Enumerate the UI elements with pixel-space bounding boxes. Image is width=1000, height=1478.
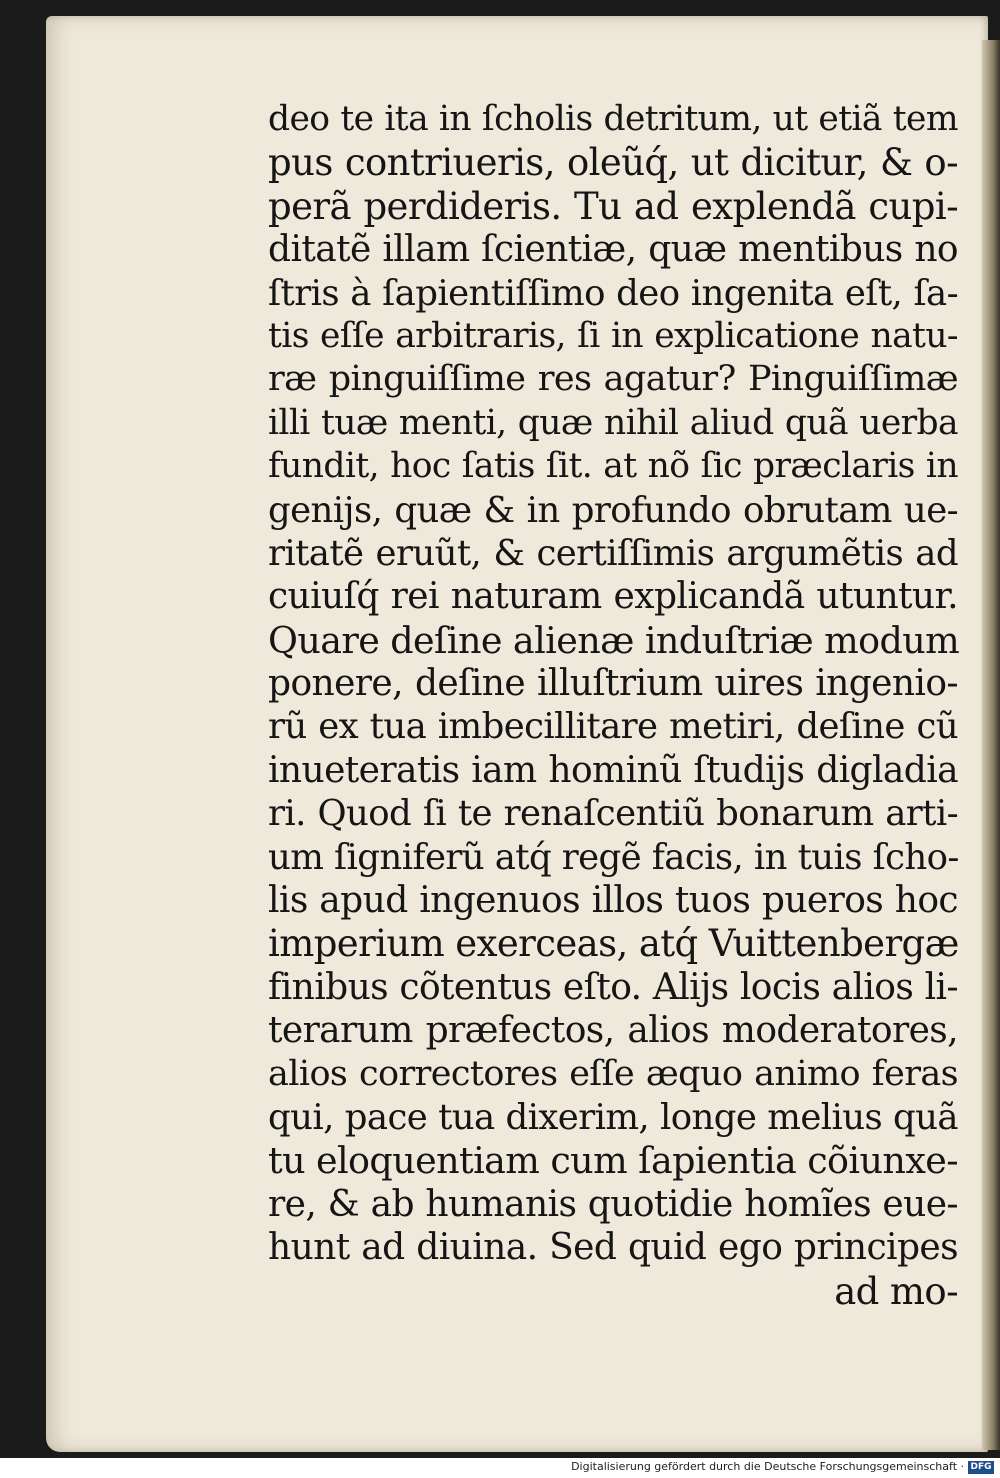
page-edge — [982, 40, 1000, 1450]
text-line-9: fundit, hoc ſatis ſit. at nõ ſic præclaris in — [268, 446, 958, 487]
text-line-4: ditatẽ illam ſcientiæ, quæ mentibus no — [268, 229, 958, 271]
text-line-13: Quare deſine alienæ induſtriæ modum — [268, 618, 960, 662]
text-line-16: inueteratis iam hominũ ſtudijs digladia — [268, 749, 958, 791]
text-line-3: perã perdideris. Tu ad explendã cupi- — [268, 184, 958, 228]
text-line-24: qui, pace tua dixerim, longe melius quã — [268, 1096, 958, 1138]
text-line-10: genijs, quæ & in profundo obrutam ue- — [268, 489, 958, 531]
text-block — [268, 98, 958, 1313]
text-line-20: imperium exerceas, atq́ Vuittenbergæ — [268, 922, 959, 966]
funding-credit: Digitalisierung gefördert durch die Deutsche Forschungsgemeinschaft · — [571, 1460, 964, 1473]
text-line-8: illi tuæ menti, quæ nihil aliud quã uerba — [268, 402, 958, 443]
text-line-12: cuiuſq́ rei naturam explicandã utuntur. — [268, 576, 958, 618]
text-line-18: um ſigniferũ atq́ regẽ facis, in tuis ſcho- — [268, 836, 959, 878]
text-line-6: tis eſſe arbitraris, ſi in explicatione natu- — [268, 315, 958, 356]
text-line-11: ritatẽ eruũt, & certiſſimis argumẽtis ad — [268, 532, 958, 574]
text-line-5: ſtris à ſapientiſſimo deo ingenita eſt, ſa- — [268, 272, 958, 314]
text-line-25: tu eloquentiam cum ſapientia cõiunxe- — [268, 1139, 959, 1183]
text-line-17: ri. Quod ſi te renaſcentiũ bonarum arti- — [268, 793, 958, 835]
text-line-7: ræ pinguiſſime res agatur? Pinguiſſimæ — [268, 359, 958, 400]
text-line-26: re, & ab humanis quotidie homĩes eue- — [268, 1183, 958, 1225]
text-line-21: finibus cõtentus eſto. Alijs locis alios li- — [268, 966, 958, 1008]
book-page — [46, 16, 988, 1452]
dfg-logo-icon: DFG — [968, 1461, 994, 1474]
catchword: ad mo- — [834, 1269, 958, 1313]
text-line-27: hunt ad diuina. Sed quid ego principes — [268, 1227, 958, 1269]
text-line-22: terarum præfectos, alios moderatores, — [268, 1010, 958, 1052]
digitization-footer — [0, 1458, 1000, 1478]
text-line-15: rũ ex tua imbecillitare metiri, deſine cũ — [268, 706, 958, 748]
text-line-2: pus contriueris, oleũq́, ut dicitur, & o- — [268, 141, 958, 185]
text-line-23: alios correctores eſſe æquo animo feras — [268, 1053, 958, 1094]
text-line-14: ponere, deſine illuſtrium uires ingenio- — [268, 663, 958, 705]
text-line-19: lis apud ingenuos illos tuos pueros hoc — [268, 880, 958, 922]
text-line-1: deo te ita in ſcholis detritum, ut etiã tem — [268, 99, 958, 139]
